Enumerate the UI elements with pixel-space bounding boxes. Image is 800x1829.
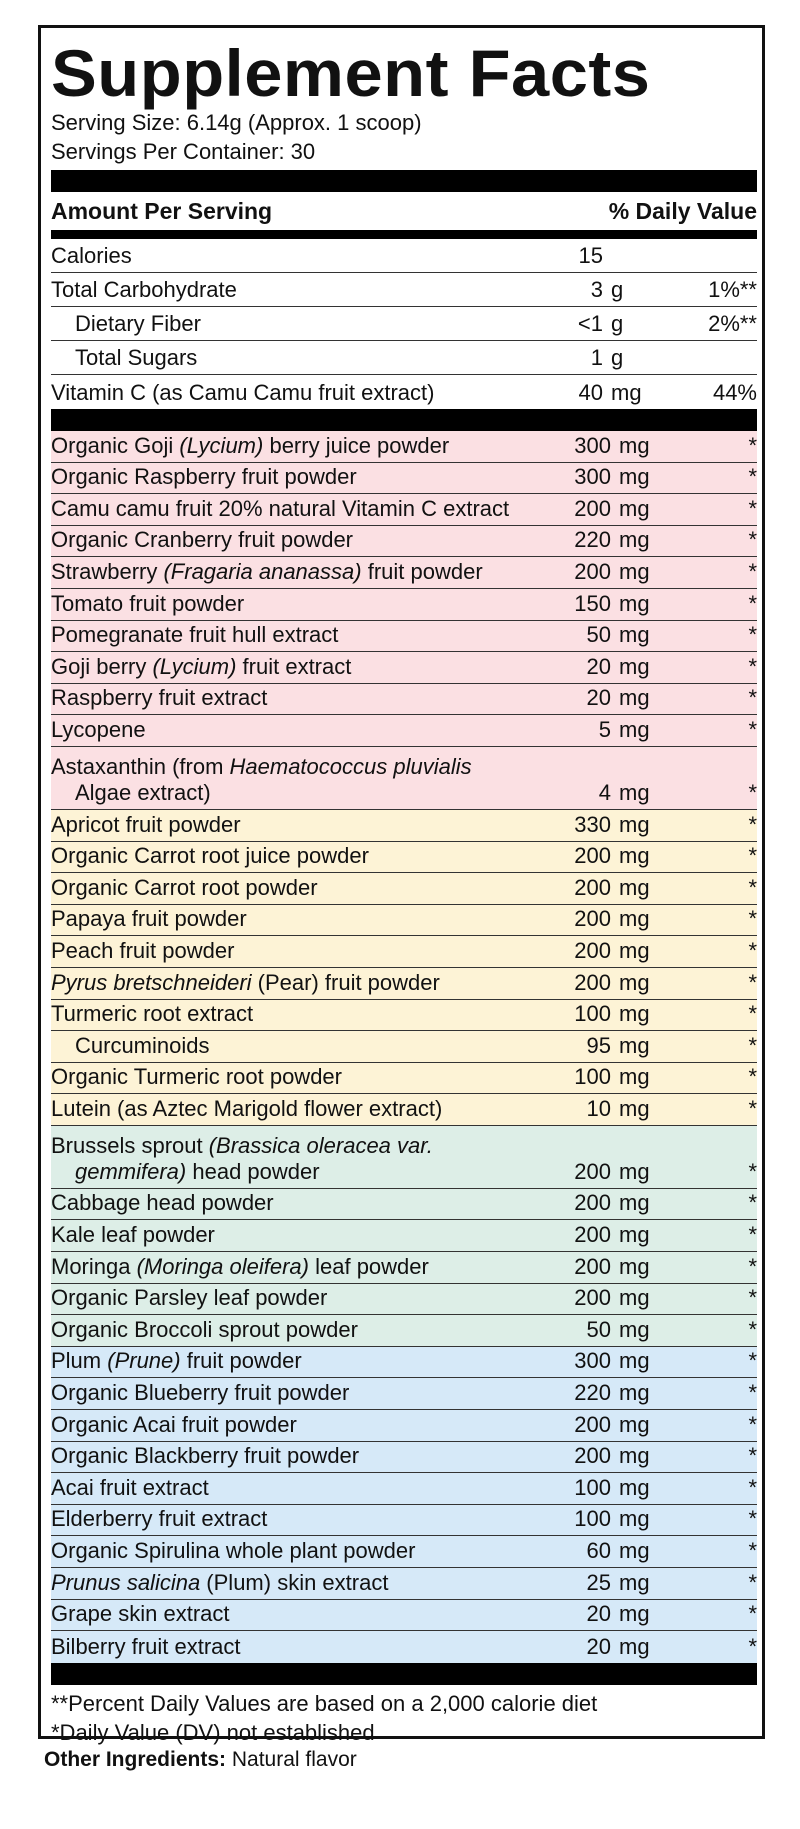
ingredient-amount: 95 <box>586 1032 611 1058</box>
ingredient-row <box>51 1410 757 1442</box>
ingredient-unit: mg <box>619 1316 650 1342</box>
nutrient-amount: 1 <box>590 345 603 370</box>
ingredient-unit: mg <box>619 1158 650 1184</box>
nutrient-row <box>51 307 757 341</box>
ingredient-row <box>51 1031 757 1063</box>
ingredient-amount: 100 <box>574 1506 611 1532</box>
ingredient-name-part: Plum <box>51 1348 108 1374</box>
ingredient-name <box>51 1634 527 1660</box>
ingredient-name-line2 <box>51 1159 527 1185</box>
other-ingredients <box>44 1748 357 1772</box>
ingredient-unit: mg <box>619 874 650 900</box>
ingredient-name-part: Lutein (as Aztec Marigold flower extract) <box>51 1095 443 1121</box>
nutrient-amount: 15 <box>578 243 603 268</box>
ingredient-name <box>51 1064 527 1090</box>
ingredient-row <box>51 1473 757 1505</box>
ingredient-dv: * <box>748 1095 757 1121</box>
daily-value-label: % Daily Value <box>608 197 757 224</box>
ingredient-name-part: leaf powder <box>309 1253 429 1279</box>
ingredient-amount: 200 <box>574 1285 611 1311</box>
ingredient-name-part: berry juice powder <box>263 432 450 458</box>
ingredient-row <box>51 1189 757 1221</box>
ingredient-amount: 220 <box>574 1380 611 1406</box>
ingredient-dv: * <box>748 1190 757 1216</box>
ingredient-name-part: (Plum) skin extract <box>200 1569 389 1595</box>
ingredient-name-part: Apricot fruit powder <box>51 811 241 837</box>
ingredient-dv: * <box>748 1538 757 1563</box>
nutrient-unit: g <box>611 345 624 370</box>
ingredient-name <box>51 433 527 459</box>
ingredient-name <box>51 1317 527 1343</box>
ingredient-amount: 20 <box>586 653 611 679</box>
ingredient-name <box>51 1001 527 1027</box>
ingredient-name <box>51 717 527 743</box>
ingredient-row <box>51 905 757 937</box>
ingredient-unit: mg <box>619 1601 650 1627</box>
ingredient-name <box>51 906 527 932</box>
ingredient-row <box>51 1536 757 1568</box>
nutrient-unit: g <box>611 311 624 336</box>
ingredient-name-part: (Brassica oleracea var. <box>208 1132 433 1158</box>
ingredient-name-part: Organic Carrot root powder <box>51 874 318 900</box>
ingredient-name-part: (Prune) <box>107 1348 181 1374</box>
ingredient-row <box>51 526 757 558</box>
panel-title: Supplement Facts <box>51 36 651 110</box>
ingredient-dv: * <box>748 843 757 869</box>
ingredient-unit: mg <box>619 779 650 805</box>
ingredient-amount: 200 <box>574 1253 611 1279</box>
ingredient-name-part: (Lycium) <box>179 432 264 458</box>
amount-per-serving-label: Amount Per Serving <box>51 197 273 224</box>
ingredient-unit: mg <box>619 558 650 584</box>
ingredient-dv: * <box>748 779 757 805</box>
ingredient-name-part: Acai fruit extract <box>51 1474 209 1500</box>
ingredient-row <box>51 1094 757 1126</box>
nutrient-dv: 44% <box>712 380 757 405</box>
ingredient-unit: mg <box>619 1411 650 1437</box>
ingredient-name-part: Strawberry <box>51 558 164 584</box>
ingredient-amount: 200 <box>574 1443 611 1469</box>
nutrient-amount: 3 <box>590 277 603 302</box>
ingredient-name-part: (Moringa oleifera) <box>136 1253 309 1279</box>
ingredient-name <box>51 1033 527 1059</box>
ingredient-name-part: Lycopene <box>51 716 146 742</box>
ingredient-name-part: Turmeric root extract <box>51 1001 254 1027</box>
ingredient-name-part: fruit powder <box>361 558 483 584</box>
ingredient-name <box>51 464 527 490</box>
ingredient-dv: * <box>748 1001 757 1027</box>
amount-header <box>51 192 757 230</box>
ingredient-name-part: Organic Parsley leaf powder <box>51 1285 328 1311</box>
ingredient-name-part: Moringa <box>51 1253 137 1279</box>
ingredient-name <box>51 843 527 869</box>
ingredient-name <box>51 938 527 964</box>
ingredient-name-part: Astaxanthin (from <box>51 753 230 779</box>
ingredient-name <box>51 1443 527 1469</box>
nutrient-dv: 2%** <box>708 311 757 336</box>
ingredient-amount: 50 <box>586 1316 611 1342</box>
ingredient-dv: * <box>748 495 757 521</box>
ingredient-row <box>51 1000 757 1032</box>
ingredient-name-part: Grape skin extract <box>51 1601 230 1627</box>
ingredient-unit: mg <box>619 1538 650 1563</box>
ingredient-row <box>51 968 757 1000</box>
ingredient-name <box>51 812 527 838</box>
ingredient-unit: mg <box>619 1095 650 1121</box>
ingredient-row <box>51 1378 757 1410</box>
ingredient-unit: mg <box>619 464 650 490</box>
nutrient-name: Total Sugars <box>75 345 198 370</box>
ingredient-dv: * <box>748 464 757 490</box>
ingredient-name-part: fruit powder <box>180 1348 302 1374</box>
ingredient-row <box>51 747 757 810</box>
ingredient-row <box>51 1442 757 1474</box>
ingredient-amount: 50 <box>586 622 611 648</box>
ingredient-row <box>51 715 757 747</box>
ingredient-row <box>51 1347 757 1379</box>
ingredient-name-part: Organic Cranberry fruit powder <box>51 527 354 553</box>
ingredient-name-part: fruit extract <box>236 653 352 679</box>
ingredient-row <box>51 873 757 905</box>
ingredient-row <box>51 557 757 589</box>
ingredient-name-part: Haematococcus pluvialis <box>229 753 472 779</box>
ingredient-name-part: Elderberry fruit extract <box>51 1506 268 1532</box>
ingredient-amount: 20 <box>586 1601 611 1627</box>
ingredient-dv: * <box>748 1032 757 1058</box>
nutrient-name: Total Carbohydrate <box>51 277 237 302</box>
ingredient-name-part: Organic Spirulina whole plant powder <box>51 1538 416 1563</box>
nutrient-name: Dietary Fiber <box>75 311 201 336</box>
ingredient-amount: 200 <box>574 1222 611 1248</box>
ingredient-name-part: Brussels sprout <box>51 1132 209 1158</box>
ingredient-name <box>51 1096 527 1122</box>
ingredient-dv: * <box>748 1633 757 1659</box>
ingredient-name-part: Organic Acai fruit powder <box>51 1411 297 1437</box>
ingredient-name-part: Algae extract) <box>75 779 211 805</box>
ingredient-dv: * <box>748 1064 757 1090</box>
ingredient-dv: * <box>748 1253 757 1279</box>
ingredient-name-part: Organic Goji <box>51 432 180 458</box>
supplement-facts-panel <box>38 25 765 1745</box>
ingredient-amount: 330 <box>574 811 611 837</box>
thick-divider <box>51 409 757 431</box>
ingredient-row <box>51 684 757 716</box>
thick-divider <box>51 170 757 192</box>
ingredient-name <box>51 685 527 711</box>
ingredient-dv: * <box>748 1380 757 1406</box>
ingredient-name-part: Organic Carrot root juice powder <box>51 843 369 869</box>
ingredient-amount: 220 <box>574 527 611 553</box>
ingredient-dv: * <box>748 558 757 584</box>
ingredient-name-part: Camu camu fruit 20% natural Vitamin C extract <box>51 495 510 521</box>
nutrient-row <box>51 239 757 273</box>
ingredient-name-part: (Pear) fruit powder <box>251 969 440 995</box>
ingredient-amount: 300 <box>574 432 611 458</box>
ingredient-name <box>51 591 527 617</box>
ingredient-dv: * <box>748 432 757 458</box>
ingredient-unit: mg <box>619 1443 650 1469</box>
ingredient-name-line2 <box>51 780 527 806</box>
ingredient-amount: 20 <box>586 1633 611 1659</box>
ingredient-amount: 150 <box>574 590 611 616</box>
ingredient-name-part: Pyrus bretschneideri <box>51 969 252 995</box>
ingredient-dv: * <box>748 1316 757 1342</box>
ingredient-name <box>51 1475 527 1501</box>
ingredient-name-part: Organic Broccoli sprout powder <box>51 1316 358 1342</box>
nutrient-dv: 1%** <box>708 277 757 302</box>
ingredient-amount: 5 <box>598 716 611 742</box>
ingredient-row <box>51 1600 757 1632</box>
nutrient-row <box>51 375 757 409</box>
ingredient-row <box>51 463 757 495</box>
ingredient-name <box>51 1570 527 1596</box>
ingredient-dv: * <box>748 1222 757 1248</box>
ingredient-name-part: Prunus salicina <box>51 1569 201 1595</box>
ingredient-unit: mg <box>619 590 650 616</box>
ingredient-dv: * <box>748 1348 757 1374</box>
ingredient-dv: * <box>748 1411 757 1437</box>
ingredient-unit: mg <box>619 1285 650 1311</box>
ingredient-dv: * <box>748 1506 757 1532</box>
other-ingredients-value: Natural flavor <box>226 1748 357 1771</box>
ingredient-name <box>51 1601 527 1627</box>
ingredient-name-part: Organic Raspberry fruit powder <box>51 464 357 490</box>
ingredient-row <box>51 1252 757 1284</box>
ingredient-amount: 200 <box>574 843 611 869</box>
ingredient-unit: mg <box>619 527 650 553</box>
ingredient-amount: 200 <box>574 1158 611 1184</box>
ingredient-name <box>51 1254 527 1280</box>
ingredient-unit: mg <box>619 969 650 995</box>
nutrient-amount: <1 <box>577 311 603 336</box>
ingredient-unit: mg <box>619 1348 650 1374</box>
ingredient-row <box>51 936 757 968</box>
ingredient-dv: * <box>748 1285 757 1311</box>
ingredient-row <box>51 1505 757 1537</box>
ingredient-name <box>51 496 527 522</box>
ingredient-amount: 20 <box>586 685 611 711</box>
ingredient-name-part: Raspberry fruit extract <box>51 685 268 711</box>
ingredient-amount: 200 <box>574 969 611 995</box>
ingredient-row <box>51 652 757 684</box>
ingredient-dv: * <box>748 1601 757 1627</box>
ingredient-name <box>51 1348 527 1374</box>
servings-per-container: Servings Per Container: 30 <box>51 139 316 164</box>
ingredient-name-part: Pomegranate fruit hull extract <box>51 622 339 648</box>
ingredient-unit: mg <box>619 1633 650 1659</box>
ingredient-name-part: (Lycium) <box>152 653 237 679</box>
ingredient-row <box>51 1126 757 1189</box>
thick-divider <box>51 1663 757 1685</box>
ingredient-dv: * <box>748 527 757 553</box>
nutrient-name: Calories <box>51 243 132 268</box>
ingredient-name-part: Tomato fruit powder <box>51 590 245 616</box>
ingredient-name-part: Cabbage head powder <box>51 1190 274 1216</box>
other-ingredients-label: Other Ingredients: <box>44 1748 227 1771</box>
ingredient-unit: mg <box>619 1474 650 1500</box>
ingredient-name <box>51 1506 527 1532</box>
ingredient-unit: mg <box>619 906 650 932</box>
ingredient-name <box>51 527 527 553</box>
nutrient-row <box>51 273 757 307</box>
ingredient-row <box>51 589 757 621</box>
ingredient-amount: 300 <box>574 1348 611 1374</box>
ingredient-name <box>51 559 527 585</box>
ingredient-unit: mg <box>619 811 650 837</box>
ingredient-dv: * <box>748 906 757 932</box>
ingredient-name <box>51 970 527 996</box>
ingredient-name <box>51 1190 527 1216</box>
nutrient-row <box>51 341 757 375</box>
ingredient-amount: 200 <box>574 558 611 584</box>
ingredient-row <box>51 1220 757 1252</box>
ingredient-dv: * <box>748 1569 757 1595</box>
ingredient-name <box>51 875 527 901</box>
ingredient-name-part: Kale leaf powder <box>51 1222 215 1248</box>
ingredient-amount: 300 <box>574 464 611 490</box>
ingredient-name <box>51 1222 527 1248</box>
ingredient-name-part: Bilberry fruit extract <box>51 1633 241 1659</box>
ingredient-amount: 200 <box>574 906 611 932</box>
ingredient-dv: * <box>748 622 757 648</box>
ingredient-dv: * <box>748 1443 757 1469</box>
ingredient-unit: mg <box>619 1253 650 1279</box>
medium-divider <box>51 230 757 239</box>
ingredient-name-part: Goji berry <box>51 653 153 679</box>
ingredient-name-part: (Fragaria ananassa) <box>163 558 362 584</box>
ingredient-amount: 200 <box>574 495 611 521</box>
ingredient-unit: mg <box>619 1064 650 1090</box>
serving-size: Serving Size: 6.14g (Approx. 1 scoop) <box>51 110 422 135</box>
ingredient-row <box>51 494 757 526</box>
ingredient-amount: 200 <box>574 1411 611 1437</box>
ingredient-dv: * <box>748 874 757 900</box>
ingredient-name <box>51 622 527 648</box>
ingredient-row <box>51 431 757 463</box>
nutrient-list <box>51 239 757 409</box>
ingredient-name-part: gemmifera) <box>75 1158 187 1184</box>
ingredient-dv: * <box>748 653 757 679</box>
ingredient-unit: mg <box>619 1569 650 1595</box>
ingredient-name-part: Organic Blueberry fruit powder <box>51 1380 350 1406</box>
ingredient-unit: mg <box>619 432 650 458</box>
footnote-daily-values: **Percent Daily Values are based on a 2,000 calorie diet <box>51 1690 598 1716</box>
ingredient-unit: mg <box>619 495 650 521</box>
ingredient-list <box>51 431 757 1663</box>
ingredient-amount: 200 <box>574 1190 611 1216</box>
ingredient-row <box>51 1315 757 1347</box>
ingredient-name-part: Organic Blackberry fruit powder <box>51 1443 360 1469</box>
ingredient-amount: 200 <box>574 937 611 963</box>
ingredient-name <box>51 1285 527 1311</box>
ingredient-name-part: head powder <box>186 1158 320 1184</box>
nutrient-amount: 40 <box>578 380 603 405</box>
ingredient-unit: mg <box>619 653 650 679</box>
ingredient-name <box>51 1538 527 1564</box>
ingredient-amount: 60 <box>586 1538 611 1563</box>
ingredient-dv: * <box>748 1158 757 1184</box>
ingredient-amount: 100 <box>574 1064 611 1090</box>
nutrient-unit: mg <box>611 380 642 405</box>
nutrient-unit: g <box>611 277 624 302</box>
ingredient-name <box>51 654 527 680</box>
ingredient-dv: * <box>748 937 757 963</box>
ingredient-unit: mg <box>619 1001 650 1027</box>
ingredient-dv: * <box>748 969 757 995</box>
ingredient-dv: * <box>748 1474 757 1500</box>
ingredient-unit: mg <box>619 1032 650 1058</box>
ingredient-unit: mg <box>619 1222 650 1248</box>
ingredient-dv: * <box>748 590 757 616</box>
ingredient-name-part: Papaya fruit powder <box>51 906 247 932</box>
ingredient-unit: mg <box>619 843 650 869</box>
ingredient-unit: mg <box>619 716 650 742</box>
ingredient-amount: 4 <box>598 779 611 805</box>
ingredient-amount: 25 <box>586 1569 611 1595</box>
ingredient-row <box>51 1568 757 1600</box>
ingredient-amount: 100 <box>574 1001 611 1027</box>
ingredient-unit: mg <box>619 1380 650 1406</box>
ingredient-amount: 200 <box>574 874 611 900</box>
nutrient-name: Vitamin C (as Camu Camu fruit extract) <box>51 380 435 405</box>
ingredient-amount: 100 <box>574 1474 611 1500</box>
ingredient-name <box>51 1412 527 1438</box>
ingredient-row <box>51 1631 757 1663</box>
ingredient-name-part: Peach fruit powder <box>51 937 235 963</box>
ingredient-amount: 10 <box>586 1095 611 1121</box>
ingredient-name <box>51 1380 527 1406</box>
ingredient-unit: mg <box>619 937 650 963</box>
ingredient-unit: mg <box>619 622 650 648</box>
ingredient-name <box>51 754 527 806</box>
ingredient-name-part: Curcuminoids <box>75 1032 210 1058</box>
ingredient-unit: mg <box>619 1506 650 1532</box>
ingredient-dv: * <box>748 685 757 711</box>
ingredient-unit: mg <box>619 1190 650 1216</box>
footnotes <box>51 1685 757 1747</box>
ingredient-row <box>51 1063 757 1095</box>
ingredient-name-part: Organic Turmeric root powder <box>51 1064 342 1090</box>
ingredient-dv: * <box>748 811 757 837</box>
ingredient-dv: * <box>748 716 757 742</box>
ingredient-name <box>51 1133 527 1185</box>
ingredient-row <box>51 1284 757 1316</box>
ingredient-row <box>51 842 757 874</box>
ingredient-row <box>51 810 757 842</box>
footnote-not-established: *Daily Value (DV) not established <box>51 1719 375 1745</box>
ingredient-row <box>51 621 757 653</box>
ingredient-unit: mg <box>619 685 650 711</box>
